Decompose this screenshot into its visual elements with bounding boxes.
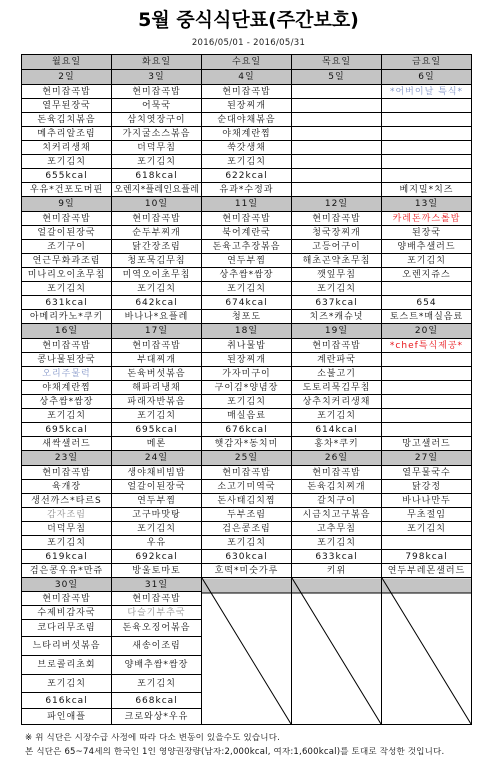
- menu-item: 630kcal: [202, 550, 292, 564]
- menu-item: 637kcal: [292, 296, 382, 310]
- snack-item: 망고샐러드: [382, 437, 472, 451]
- menu-item: [382, 409, 472, 423]
- menu-item: 현미잡곡밥: [22, 339, 112, 353]
- snack-item: 아메리카노*쿠키: [22, 310, 112, 324]
- menu-item: 된장찌개: [202, 353, 292, 367]
- menu-item: 더덕무침: [22, 522, 112, 536]
- menu-item: 깻잎무침: [292, 268, 382, 282]
- menu-item: 포기김치: [112, 522, 202, 536]
- menu-item: 포기김치: [382, 522, 472, 536]
- menu-item: 수제비감자국: [22, 606, 112, 620]
- menu-item: 포기김치: [112, 282, 202, 296]
- date-row: [22, 70, 472, 85]
- menu-item: 포기김치: [22, 155, 112, 169]
- menu-item: 어묵국: [112, 99, 202, 113]
- snack-item: 메론: [112, 437, 202, 451]
- date-cell: 2일: [22, 70, 112, 85]
- date-cell: 19일: [292, 324, 382, 339]
- menu-item: 북어계란국: [202, 226, 292, 240]
- snack-item: 우유*건포도머핀: [22, 183, 112, 197]
- menu-item: 현미잡곡밥: [22, 212, 112, 226]
- menu-item: 연근무화과조림: [22, 254, 112, 268]
- snack-row: [22, 437, 472, 451]
- menu-row: [22, 480, 472, 494]
- menu-item: 열무된장국: [22, 99, 112, 113]
- menu-item: 구이김*양념장: [202, 381, 292, 395]
- menu-item: 해초곤약초무침: [292, 254, 382, 268]
- menu-item-highlight: 다슬기부추국: [112, 606, 202, 620]
- date-cell: 9일: [22, 197, 112, 212]
- menu-item: 현미잡곡밥: [292, 339, 382, 353]
- menu-item: 무초절임: [382, 508, 472, 522]
- snack-item: 토스트*매실음료: [382, 310, 472, 324]
- menu-item: 포기김치: [292, 536, 382, 550]
- menu-item: 포기김치: [22, 282, 112, 296]
- menu-item: 돈사태김치찜: [202, 494, 292, 508]
- menu-item: 순대야채볶음: [202, 113, 292, 127]
- menu-row: [22, 113, 472, 127]
- snack-row: [22, 564, 472, 578]
- menu-item: 가자미구이: [202, 367, 292, 381]
- menu-item: 미나리오이초무침: [22, 268, 112, 282]
- weekday-header-row: [22, 55, 472, 70]
- menu-item: 매실음료: [202, 409, 292, 423]
- date-cell: 10일: [112, 197, 202, 212]
- menu-item: 포기김치: [202, 395, 292, 409]
- menu-item: 포기김치: [292, 409, 382, 423]
- menu-item: 633kcal: [292, 550, 382, 564]
- menu-item: 고등어구이: [292, 240, 382, 254]
- menu-item: [382, 99, 472, 113]
- menu-item: 현미잡곡밥: [22, 85, 112, 99]
- menu-item: 닭간장조림: [112, 240, 202, 254]
- menu-item: 청국장찌개: [292, 226, 382, 240]
- menu-item: 포기김치: [202, 282, 292, 296]
- menu-item: 양배추쌈*쌈장: [112, 656, 202, 675]
- date-row: [22, 324, 472, 339]
- date-cell: 4일: [202, 70, 292, 85]
- snack-item: 유과*수정과: [202, 183, 292, 197]
- menu-row: [22, 155, 472, 169]
- date-cell: 6일: [382, 70, 472, 85]
- menu-row: [22, 536, 472, 550]
- snack-item: 햇감자*동치미: [202, 437, 292, 451]
- menu-row: [22, 127, 472, 141]
- menu-item: 청포묵김무침: [112, 254, 202, 268]
- date-cell: 27일: [382, 451, 472, 466]
- menu-row: [22, 466, 472, 480]
- menu-item: [382, 155, 472, 169]
- menu-item: 생선까스*타르S: [22, 494, 112, 508]
- menu-item: 시금치고구볶음: [292, 508, 382, 522]
- no-service-cell: [202, 578, 292, 725]
- date-cell: 20일: [382, 324, 472, 339]
- menu-item: 생야채비빔밥: [112, 466, 202, 480]
- menu-item: [382, 113, 472, 127]
- menu-item-highlight: 카레돈까스롤밥: [382, 212, 472, 226]
- menu-item: 695kcal: [22, 423, 112, 437]
- menu-item: [382, 381, 472, 395]
- menu-row: [22, 212, 472, 226]
- menu-item: 야채계란찜: [22, 381, 112, 395]
- menu-item: [292, 85, 382, 99]
- menu-item: [382, 127, 472, 141]
- menu-item: 상추치커리생채: [292, 395, 382, 409]
- menu-item: 668kcal: [112, 693, 202, 709]
- date-cell: 31일: [112, 578, 202, 592]
- menu-item: 포기김치: [22, 536, 112, 550]
- snack-item: 크로와상*우유: [112, 709, 202, 725]
- date-cell: 18일: [202, 324, 292, 339]
- page-title: 5월 중식식단표(주간보호): [138, 9, 359, 31]
- diagonal-strike: [292, 578, 381, 724]
- menu-item: 해파리냉채: [112, 381, 202, 395]
- menu-item: 된장찌개: [202, 99, 292, 113]
- menu-item: 616kcal: [22, 693, 112, 709]
- menu-item: 새송이조림: [112, 637, 202, 656]
- menu-item: 돈육오징어볶음: [112, 620, 202, 637]
- menu-item: 가지굴소스볶음: [112, 127, 202, 141]
- menu-item: 소고기미역국: [202, 480, 292, 494]
- menu-row: [22, 353, 472, 367]
- menu-row: [22, 550, 472, 564]
- menu-item: 미역오이초무침: [112, 268, 202, 282]
- menu-row: [22, 85, 472, 99]
- snack-item: 홍차*쿠키: [292, 437, 382, 451]
- menu-item: 돈육고추장볶음: [202, 240, 292, 254]
- footnote-supply: ※ 위 식단은 시장수급 사정에 따라 다소 변동이 있을수도 있습니다.: [25, 733, 281, 743]
- menu-item: 포기김치: [292, 282, 382, 296]
- menu-item: 연두부찜: [202, 254, 292, 268]
- date-cell: 24일: [112, 451, 202, 466]
- date-cell: 11일: [202, 197, 292, 212]
- date-cell: 25일: [202, 451, 292, 466]
- menu-item: 검은콩조림: [202, 522, 292, 536]
- menu-item: 현미잡곡밥: [202, 85, 292, 99]
- menu-item: 파래자반볶음: [112, 395, 202, 409]
- date-range: 2016/05/01 - 2016/05/31: [191, 38, 306, 48]
- menu-item: 642kcal: [112, 296, 202, 310]
- snack-item: [292, 183, 382, 197]
- menu-item: 연두부찜: [112, 494, 202, 508]
- menu-item: [292, 127, 382, 141]
- date-row: [22, 578, 472, 592]
- menu-item: 현미잡곡밥: [292, 212, 382, 226]
- menu-item: 631kcal: [22, 296, 112, 310]
- menu-row: [22, 282, 472, 296]
- weekday-header: 금요일: [382, 55, 472, 70]
- menu-item: [382, 395, 472, 409]
- menu-item: 고추무침: [292, 522, 382, 536]
- menu-item: 쑥갓생채: [202, 141, 292, 155]
- menu-item: 돈육김치볶음: [22, 113, 112, 127]
- menu-item: 619kcal: [22, 550, 112, 564]
- snack-item: 방울토마토: [112, 564, 202, 578]
- menu-item-highlight: *어버이날 특식*: [382, 85, 472, 99]
- menu-row: [22, 381, 472, 395]
- snack-item: 호떡*미숫가루: [202, 564, 292, 578]
- snack-item: 새싹샐러드: [22, 437, 112, 451]
- menu-item: 692kcal: [112, 550, 202, 564]
- menu-item: 삼치엿장구이: [112, 113, 202, 127]
- menu-item: [382, 353, 472, 367]
- menu-item: 더덕무침: [112, 141, 202, 155]
- menu-item: 포기김치: [112, 155, 202, 169]
- menu-item: 도토리묵김무침: [292, 381, 382, 395]
- menu-item: 포기김치: [22, 675, 112, 693]
- snack-row: [22, 183, 472, 197]
- diagonal-strike: [382, 578, 471, 724]
- menu-item: 고구마맛탕: [112, 508, 202, 522]
- menu-item: 상추쌈*쌈장: [22, 395, 112, 409]
- menu-item: 닭강정: [382, 480, 472, 494]
- menu-item: 현미잡곡밥: [112, 85, 202, 99]
- menu-row: [22, 339, 472, 353]
- menu-item: 오렌지쥬스: [382, 268, 472, 282]
- menu-row: [22, 240, 472, 254]
- menu-item-highlight: *chef특식제공*: [382, 339, 472, 353]
- menu-body: [22, 70, 472, 725]
- menu-row: [22, 254, 472, 268]
- menu-row: [22, 409, 472, 423]
- menu-item: 676kcal: [202, 423, 292, 437]
- footnote-nutrition: 본 식단은 65~74세의 한국인 1인 영양권장량(남자:2,000kcal, 여자:1,600kcal)를 토대로 작성한 것입니다.: [25, 747, 445, 757]
- menu-item: 코다리무조림: [22, 620, 112, 637]
- menu-item: 현미잡곡밥: [112, 592, 202, 606]
- date-cell: 30일: [22, 578, 112, 592]
- menu-item: 현미잡곡밥: [202, 466, 292, 480]
- date-cell: 23일: [22, 451, 112, 466]
- menu-item: 육개장: [22, 480, 112, 494]
- snack-item: 연두부레몬샐러드: [382, 564, 472, 578]
- menu-row: [22, 226, 472, 240]
- menu-item: 소불고기: [292, 367, 382, 381]
- date-cell: 5일: [292, 70, 382, 85]
- menu-item: 우유: [112, 536, 202, 550]
- menu-row: [22, 296, 472, 310]
- menu-item: [382, 536, 472, 550]
- menu-row: [22, 169, 472, 183]
- menu-item: 674kcal: [202, 296, 292, 310]
- snack-item: 파인애플: [22, 709, 112, 725]
- menu-row: [22, 508, 472, 522]
- menu-item: 포기김치: [22, 409, 112, 423]
- menu-item: 돈육김치찌개: [292, 480, 382, 494]
- menu-item: 622kcal: [202, 169, 292, 183]
- menu-item: 콩나물된장국: [22, 353, 112, 367]
- menu-item: 현미잡곡밥: [22, 466, 112, 480]
- menu-item: [292, 169, 382, 183]
- date-cell: 26일: [292, 451, 382, 466]
- menu-item: 순두부찌개: [112, 226, 202, 240]
- menu-row: [22, 395, 472, 409]
- snack-item: 청포도: [202, 310, 292, 324]
- menu-item: 브로콜리초회: [22, 656, 112, 675]
- menu-item: 된장국: [382, 226, 472, 240]
- menu-item: 얼갈이된장국: [22, 226, 112, 240]
- menu-item: 현미잡곡밥: [292, 466, 382, 480]
- menu-item-highlight: 오리주물럭: [22, 367, 112, 381]
- weekday-header: 화요일: [112, 55, 202, 70]
- menu-item: 현미잡곡밥: [202, 212, 292, 226]
- menu-item: 메추리알조림: [22, 127, 112, 141]
- date-cell: 13일: [382, 197, 472, 212]
- menu-item: 618kcal: [112, 169, 202, 183]
- date-cell: 16일: [22, 324, 112, 339]
- menu-item: 양배추샐러드: [382, 240, 472, 254]
- menu-item: 얼갈이된장국: [112, 480, 202, 494]
- menu-item: [292, 155, 382, 169]
- menu-item: 바나나만두: [382, 494, 472, 508]
- weekday-header: 목요일: [292, 55, 382, 70]
- menu-item: 현미잡곡밥: [22, 592, 112, 606]
- menu-item: [292, 141, 382, 155]
- menu-item: 695kcal: [112, 423, 202, 437]
- menu-row: [22, 367, 472, 381]
- menu-row: [22, 99, 472, 113]
- menu-item: 돈육버섯볶음: [112, 367, 202, 381]
- menu-item: [382, 141, 472, 155]
- snack-item: 키위: [292, 564, 382, 578]
- menu-item: 부대찌개: [112, 353, 202, 367]
- menu-item: 포기김치: [112, 409, 202, 423]
- menu-item: 열무물국수: [382, 466, 472, 480]
- menu-item: 포기김치: [202, 155, 292, 169]
- weekday-header: 월요일: [22, 55, 112, 70]
- menu-item: 상추쌈*쌈장: [202, 268, 292, 282]
- date-cell: 12일: [292, 197, 382, 212]
- menu-item: [382, 169, 472, 183]
- no-service-cell: [292, 578, 382, 725]
- menu-item: 포기김치: [382, 254, 472, 268]
- menu-item: 654: [382, 296, 472, 310]
- menu-row: [22, 268, 472, 282]
- snack-item: 치즈*캐슈넛: [292, 310, 382, 324]
- menu-item: [382, 282, 472, 296]
- menu-item: [382, 423, 472, 437]
- menu-item: 포기김치: [202, 536, 292, 550]
- date-row: [22, 451, 472, 466]
- weekday-header: 수요일: [202, 55, 292, 70]
- menu-item: 조기구이: [22, 240, 112, 254]
- menu-item: 야채계란찜: [202, 127, 292, 141]
- menu-item: 느타리버섯볶음: [22, 637, 112, 656]
- menu-item: 포기김치: [112, 675, 202, 693]
- menu-item: [292, 113, 382, 127]
- menu-item: 두부조림: [202, 508, 292, 522]
- menu-item: 655kcal: [22, 169, 112, 183]
- menu-item: 취나물밥: [202, 339, 292, 353]
- menu-item: [292, 99, 382, 113]
- date-row: [22, 197, 472, 212]
- menu-item: 치커리생채: [22, 141, 112, 155]
- menu-row: [22, 423, 472, 437]
- menu-item: 현미잡곡밥: [112, 339, 202, 353]
- no-service-cell: [382, 578, 472, 725]
- diagonal-strike: [202, 578, 291, 724]
- menu-row: [22, 522, 472, 536]
- menu-row: [22, 141, 472, 155]
- snack-item: 바나나*요플레: [112, 310, 202, 324]
- snack-item: 오렌지*플레인요플레: [112, 183, 202, 197]
- snack-item: 베지밀*치즈: [382, 183, 472, 197]
- menu-item: 갈치구이: [292, 494, 382, 508]
- menu-item-highlight: 감자조림: [22, 508, 112, 522]
- snack-item: 검은콩우유*만쥬: [22, 564, 112, 578]
- menu-item: 614kcal: [292, 423, 382, 437]
- menu-item: 현미잡곡밥: [112, 212, 202, 226]
- menu-item: 798kcal: [382, 550, 472, 564]
- menu-table: [21, 54, 472, 725]
- menu-item: 계란파국: [292, 353, 382, 367]
- menu-item: [382, 367, 472, 381]
- date-cell: 17일: [112, 324, 202, 339]
- snack-row: [22, 310, 472, 324]
- menu-row: [22, 494, 472, 508]
- date-cell: 3일: [112, 70, 202, 85]
